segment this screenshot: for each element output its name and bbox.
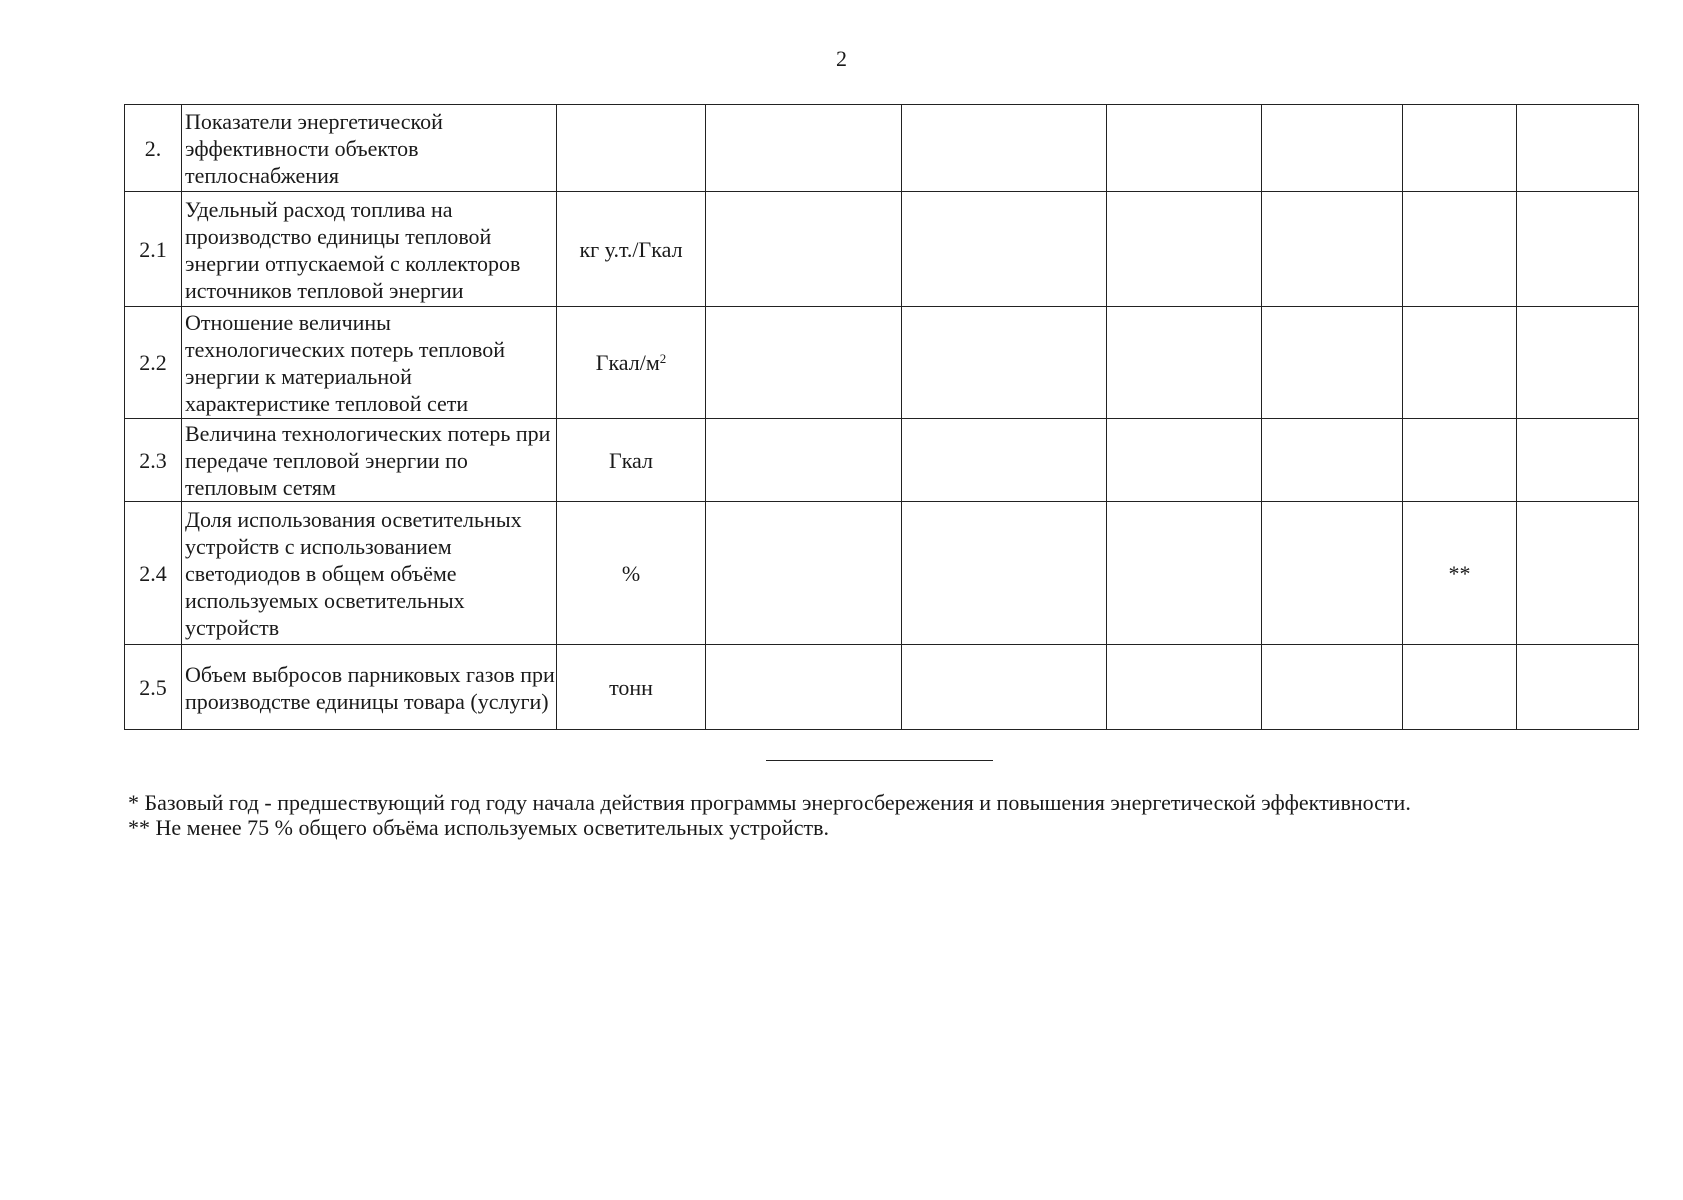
indicator-name: Доля использования осветительных устройств с использованием светодиодов в общем объёме используемых осветительных устройств — [182, 502, 557, 645]
indicators-table — [124, 104, 1639, 730]
value-cell — [902, 192, 1107, 307]
unit-label: Гкал — [608, 447, 653, 473]
value-cell — [1107, 502, 1262, 645]
value-cell — [1517, 502, 1639, 645]
page-number: 2 — [836, 46, 847, 71]
row-number: 2.5 — [125, 645, 182, 730]
indicator-name: Объем выбросов парниковых газов при производстве единицы товара (услуги) — [182, 645, 557, 730]
unit-cell — [557, 307, 706, 419]
table-row — [125, 502, 1639, 645]
indicator-name: Величина технологических потерь при передаче тепловой энергии по тепловым сетям — [182, 419, 557, 502]
value-cell — [1517, 419, 1639, 502]
footnote-base-year: * Базовый год - предшествующий год году начала действия программы энергосбережения и повышения энергетической эффективности. — [128, 790, 1411, 815]
unit-cell — [557, 192, 706, 307]
value-cell — [706, 502, 902, 645]
row-number: 2.1 — [125, 192, 182, 307]
row-number: 2.4 — [125, 502, 182, 645]
value-cell — [706, 307, 902, 419]
value-cell — [1403, 307, 1517, 419]
value-cell — [1262, 192, 1403, 307]
unit-cell — [557, 645, 706, 730]
value-cell — [1262, 307, 1403, 419]
value-cell — [1262, 105, 1403, 192]
table-row — [125, 419, 1639, 502]
table-row — [125, 645, 1639, 730]
value-cell — [1262, 502, 1403, 645]
indicator-name: Показатели энергетической эффективности объектов теплоснабжения — [182, 105, 557, 192]
unit-label: кг у.т./Гкал — [579, 236, 683, 262]
unit-cell — [557, 502, 706, 645]
value-cell — [1403, 645, 1517, 730]
footnote-divider — [766, 760, 993, 761]
value-cell — [1107, 645, 1262, 730]
value-cell — [1262, 419, 1403, 502]
value-cell — [1107, 419, 1262, 502]
value-cell — [1403, 105, 1517, 192]
unit-label: тонн — [609, 674, 653, 700]
value-cell — [706, 105, 902, 192]
value-cell — [1517, 307, 1639, 419]
value-cell — [706, 192, 902, 307]
value-cell — [1517, 192, 1639, 307]
value-cell — [1403, 192, 1517, 307]
value-cell — [902, 502, 1107, 645]
footnotes — [128, 790, 1628, 840]
table-row — [125, 307, 1639, 419]
row-number: 2.3 — [125, 419, 182, 502]
value-cell — [1517, 645, 1639, 730]
indicator-name: Удельный расход топлива на производство единицы тепловой энергии отпускаемой с коллекторов источников тепловой энергии — [182, 192, 557, 307]
value-cell — [902, 419, 1107, 502]
unit-label: % — [621, 560, 641, 586]
table-row — [125, 105, 1639, 192]
unit-cell — [557, 419, 706, 502]
indicator-name: Отношение величины технологических потерь тепловой энергии к материальной характеристике тепловой сети — [182, 307, 557, 419]
value-cell — [1403, 419, 1517, 502]
unit-label: Гкал/м — [595, 350, 660, 375]
table-row — [125, 192, 1639, 307]
value-cell — [902, 105, 1107, 192]
value-cell — [1262, 645, 1403, 730]
value-cell — [1107, 192, 1262, 307]
unit-cell — [557, 105, 706, 192]
unit-superscript: 2 — [659, 351, 667, 366]
value-cell — [706, 645, 902, 730]
value-cell — [1107, 307, 1262, 419]
value-cell — [902, 307, 1107, 419]
row-number: 2.2 — [125, 307, 182, 419]
row-number: 2. — [125, 105, 182, 192]
value-cell: ** — [1403, 502, 1517, 645]
footnote-led-share: ** Не менее 75 % общего объёма используемых осветительных устройств. — [128, 815, 829, 840]
value-cell — [1517, 105, 1639, 192]
value-cell — [1107, 105, 1262, 192]
value-cell — [902, 645, 1107, 730]
value-cell — [706, 419, 902, 502]
